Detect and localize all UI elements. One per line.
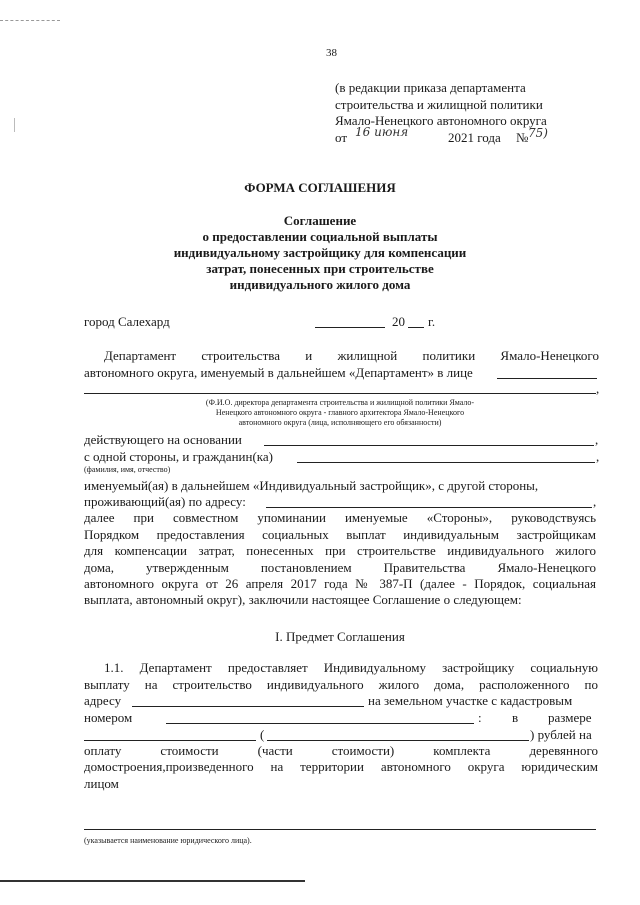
clause-word-2: стоимости	[160, 743, 219, 758]
rubles-label: ) рублей на	[530, 727, 592, 742]
edition-note-line-3: Ямало-Ненецкого автономного округа	[335, 113, 547, 128]
clause-word-3: (части	[257, 743, 293, 758]
edition-number-prefix: №	[516, 130, 529, 145]
body-line-4: дома, утвержденным постановлением Правительства Ямало-Ненецкого	[84, 560, 596, 575]
cadastral-blank	[166, 723, 474, 724]
other-side: с одной стороны, и гражданин(ка)	[84, 449, 273, 464]
scan-mark	[0, 20, 60, 22]
edition-date-handwritten: 16 июня	[355, 125, 409, 139]
representative-blank-2	[84, 393, 596, 394]
department-line-1	[104, 348, 599, 363]
edition-number-handwritten: 75)	[528, 126, 548, 140]
year-blank	[408, 327, 424, 328]
body-line-1: далее при совместном упоминании именуемые «Стороны», руководствуясь	[84, 510, 596, 525]
department-line-2: автономного округа, именуемый в дальнейшем «Департамент» в лице	[84, 365, 473, 380]
in-word: в	[512, 710, 519, 725]
cadastral-label: на земельном участке с кадастровым	[368, 693, 573, 708]
agreement-title-line-2: о предоставлении социальной выплаты	[202, 229, 438, 244]
director-note-line-2: Ненецкого автономного округа - главного архитектора Ямало-Ненецкого	[215, 408, 465, 417]
form-title: ФОРМА СОГЛАШЕНИЯ	[244, 180, 396, 195]
residing-blank	[266, 507, 592, 508]
director-note-line-1: (Ф.И.О. директора департамента строительства и жилищной политики Ямало-	[205, 398, 475, 407]
dept-word-3: и	[305, 348, 313, 363]
director-note-line-3: автономного округа (лица, исполняющего его обязанности)	[238, 418, 442, 427]
dept-word-2: строительства	[201, 348, 280, 363]
clause-line-2: выплату на строительство индивидуального жилого дома, расположенного по	[84, 677, 598, 692]
clause-word-1: оплату	[84, 743, 122, 758]
date-blank	[315, 327, 385, 328]
paren-open: (	[260, 727, 265, 742]
colon: :	[478, 710, 482, 725]
edition-note-line-2: строительства и жилищной политики	[335, 97, 543, 112]
amount-blank	[84, 740, 256, 741]
amount-words-blank	[267, 740, 529, 741]
citizen-note: (фамилия, имя, отчество)	[84, 465, 171, 474]
scan-edge	[0, 880, 305, 882]
legal-entity-note: (указывается наименование юридического лица).	[84, 836, 252, 845]
legal-entity-blank	[84, 829, 596, 830]
date-year: 20	[392, 314, 405, 329]
comma: ,	[596, 381, 600, 396]
city: город Салехард	[84, 314, 170, 329]
representative-blank-1	[497, 378, 597, 379]
comma: ,	[595, 432, 599, 447]
clause-line-7: домостроения,произведенного на территории автономного округа юридическим	[84, 759, 598, 774]
clause-line-6	[84, 743, 598, 758]
residing: проживающий(ая) по адресу:	[84, 494, 246, 509]
acting-basis-blank	[264, 445, 594, 446]
agreement-title-line-3: индивидуальному застройщику для компенсации	[173, 245, 467, 260]
clause-line-1: 1.1. Департамент предоставляет Индивидуальному застройщику социальную	[104, 660, 598, 675]
number-label: номером	[84, 710, 133, 725]
dept-word-5: политики	[422, 348, 476, 363]
comma: ,	[593, 494, 597, 509]
dept-word-4: жилищной	[337, 348, 398, 363]
edition-year: 2021 года	[448, 130, 501, 145]
body-line-5: автономного округа от 26 апреля 2017 года № 387-П (далее - Порядок, социальная	[84, 576, 596, 591]
body-line-3: для компенсации затрат, понесенных при строительстве индивидуального жилого	[84, 543, 596, 558]
edition-note-line-1: (в редакции приказа департамента	[335, 80, 526, 95]
dept-word-6: Ямало-Ненецкого	[500, 348, 599, 363]
section-title: I. Предмет Соглашения	[275, 629, 405, 644]
comma: ,	[596, 449, 600, 464]
scan-mark-2	[14, 118, 15, 132]
address-label: адресу	[84, 693, 122, 708]
acting-basis: действующего на основании	[84, 432, 242, 447]
clause-word-5: комплекта	[433, 743, 491, 758]
size-word: размере	[548, 710, 592, 725]
clause-word-4: стоимости)	[331, 743, 395, 758]
clause-line-8: лицом	[84, 776, 119, 791]
dept-word-1: Департамент	[104, 348, 177, 363]
body-line-6: выплата, автономный округ), заключили настоящее Соглашение о следующем:	[84, 592, 522, 607]
agreement-title-line-4: затрат, понесенных при строительстве	[206, 261, 434, 276]
year-suffix: г.	[428, 314, 436, 329]
citizen-blank	[297, 462, 595, 463]
page-number: 38	[326, 47, 337, 59]
edition-note-prefix: от	[335, 130, 348, 145]
body-line-2: Порядком предоставления социальных выплат индивидуальным застройщикам	[84, 527, 596, 542]
agreement-title-line-1: Соглашение	[283, 213, 357, 228]
named-developer: именуемый(ая) в дальнейшем «Индивидуальный застройщик», с другой стороны,	[84, 478, 539, 493]
address-blank	[132, 706, 364, 707]
clause-word-6: деревянного	[529, 743, 598, 758]
agreement-title-line-5: индивидуального жилого дома	[229, 277, 411, 292]
